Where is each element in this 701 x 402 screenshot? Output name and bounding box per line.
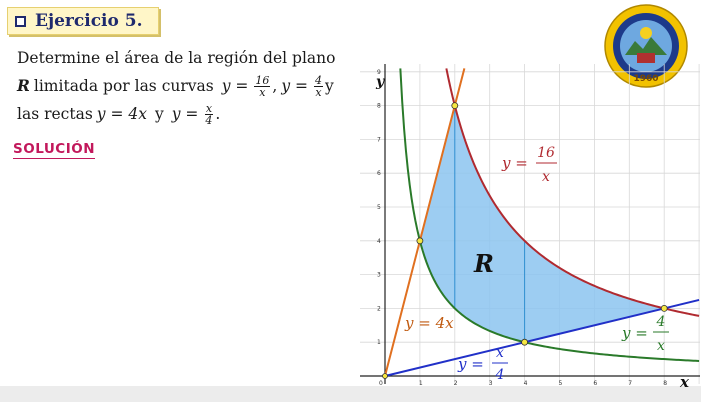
y-tick-label: 1 <box>377 339 381 347</box>
intersection-point <box>522 339 528 345</box>
eq-comma: , <box>272 77 278 95</box>
conjunction-y: y <box>325 77 334 95</box>
label-16-num: 16 <box>537 145 555 161</box>
origin-point <box>383 374 388 379</box>
x-tick-label: 2 <box>453 380 458 387</box>
y-tick-label: 2 <box>377 305 381 313</box>
label-16-den: x <box>542 169 550 185</box>
eq-period: . <box>215 105 221 123</box>
eq1-denominator: x <box>259 85 266 99</box>
eq2-denominator: x <box>315 85 322 99</box>
eq1-numerator: 16 <box>255 73 270 87</box>
y-axis-label: y <box>376 74 385 90</box>
intersection-point <box>661 305 667 311</box>
conjunction-y-2: y <box>154 105 164 123</box>
x-tick-label: 0 <box>379 380 383 387</box>
eq4-denominator: 4 <box>205 113 213 127</box>
problem-line-2-text: limitada por las curvas <box>33 77 214 95</box>
x-tick-label: 6 <box>593 380 598 387</box>
intersection-point <box>417 238 423 244</box>
x-tick-label: 3 <box>488 380 493 387</box>
x-tick-label: 7 <box>628 380 633 387</box>
label-y-4-over-x <box>621 314 669 354</box>
eq4-lhs: y = <box>171 105 199 123</box>
y-tick-label: 3 <box>377 271 381 279</box>
label-x4-den: 4 <box>495 367 505 383</box>
problem-line-3-text: las rectas <box>17 105 93 123</box>
eq4-numerator: x <box>205 101 213 115</box>
exercise-title: Ejercicio 5. <box>35 11 143 31</box>
x-tick-label: 1 <box>418 380 423 387</box>
x-tick-label: 5 <box>558 380 563 387</box>
label-x4-num: x <box>496 345 504 361</box>
y-tick-label: 5 <box>377 204 381 211</box>
region-r-fill <box>420 106 664 343</box>
label-16-lhs: y = <box>502 154 528 172</box>
intersection-point <box>452 103 458 109</box>
y-tick-label: 8 <box>377 102 381 110</box>
eq1-lhs: y = <box>221 77 249 95</box>
eq2-lhs: y = <box>281 77 308 95</box>
logo-year: 1960 <box>633 74 659 84</box>
y-tick-label: 7 <box>377 136 381 144</box>
region-symbol: R <box>17 76 30 95</box>
x-tick-label: 8 <box>663 380 668 387</box>
x-tick-label: 4 <box>523 380 528 387</box>
label-y-16-over-x <box>501 145 557 185</box>
y-tick-label: 4 <box>377 237 381 245</box>
eq3: y = 4x <box>96 105 147 123</box>
region-label: R <box>474 249 494 278</box>
solution-heading: SOLUCIÓN <box>13 141 95 157</box>
label-4-den: x <box>657 338 665 354</box>
label-4-lhs: y = <box>622 324 648 342</box>
eq2-numerator: 4 <box>315 73 322 87</box>
label-y-4x: y = 4x <box>405 314 454 332</box>
label-4-num: 4 <box>656 314 666 330</box>
problem-line-1: Determine el área de la región del plano <box>17 49 336 67</box>
label-y-x-over-4 <box>457 345 508 383</box>
y-tick-label: 9 <box>377 68 381 76</box>
label-x4-lhs: y = <box>458 355 484 373</box>
x-axis-label: x <box>680 373 689 391</box>
y-tick-label: 6 <box>377 170 381 178</box>
